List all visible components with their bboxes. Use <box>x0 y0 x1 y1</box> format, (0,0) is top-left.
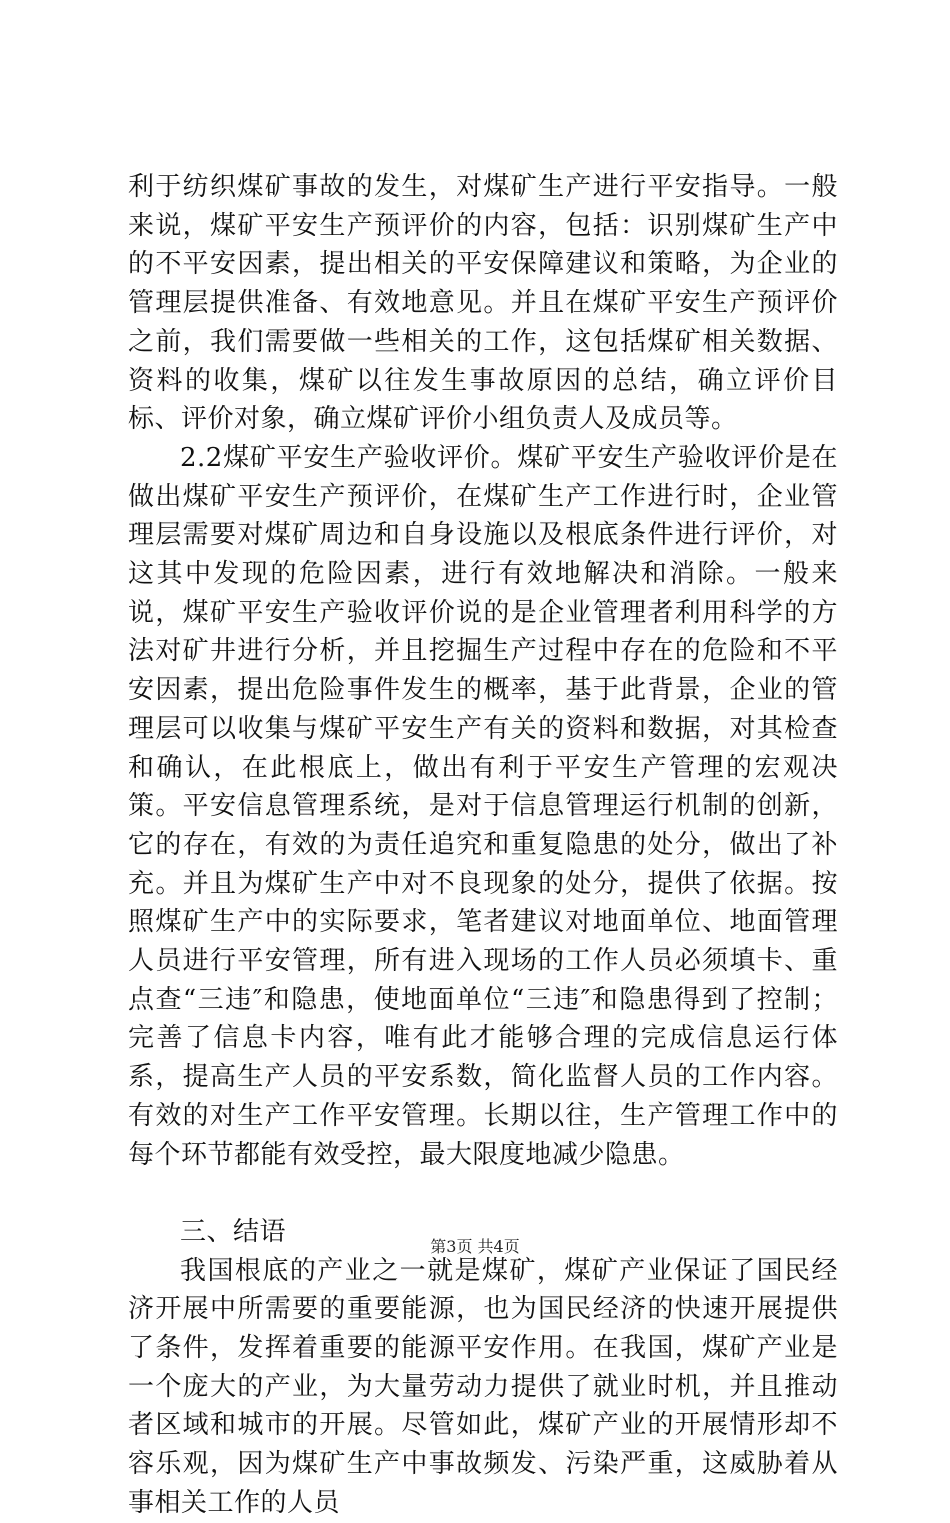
paragraph-conclusion: 我国根底的产业之一就是煤矿，煤矿产业保证了国民经济开展中所需要的重要能源，也为国民经济的快速开展提供了条件，发挥着重要的能源平安作用。在我国，煤矿产业是一个庞大的产业，为大量劳动力提供了就业时机，并且推动者区域和城市的开展。尽管如此，煤矿产业的开展情形却不容乐观，因为煤矿生产中事故频发、污染严重，这威胁着从事相关工作的人员 <box>128 1255 838 1518</box>
document-body <box>128 168 838 1523</box>
page-footer: 第3页 共4页 <box>430 1237 520 1256</box>
paragraph-continuation: 利于纺织煤矿事故的发生，对煤矿生产进行平安指导。一般来说，煤矿平安生产预评价的内容，包括：识别煤矿生产中的不平安因素，提出相关的平安保障建议和策略，为企业的管理层提供准备、有效地意见。并且在煤矿平安生产预评价之前，我们需要做一些相关的工作，这包括煤矿相关数据、资料的收集，煤矿以往发生事故原因的总结，确立评价目标、评价对象，确立煤矿评价小组负责人及成员等。 <box>128 172 838 435</box>
section-heading-conclusion: 三、结语 <box>180 1216 287 1247</box>
paragraph-section-2-2: 2.2煤矿平安生产验收评价。煤矿平安生产验收评价是在做出煤矿平安生产预评价，在煤矿生产工作进行时，企业管理层需要对煤矿周边和自身设施以及根底条件进行评价，对这其中发现的危险因素，进行有效地解决和消除。一般来说，煤矿平安生产验收评价说的是企业管理者利用科学的方法对矿井进行分析，并且挖掘生产过程中存在的危险和不平安因素，提出危险事件发生的概率，基于此背景，企业的管理层可以收集与煤矿平安生产有关的资料和数据，对其检查和确认，在此根底上，做出有利于平安生产管理的宏观决策。平安信息管理系统，是对于信息管理运行机制的创新，它的存在，有效的为责任追究和重复隐患的处分，做出了补充。并且为煤矿生产中对不良现象的处分，提供了依据。按照煤矿生产中的实际要求，笔者建议对地面单位、地面管理人员进行平安管理，所有进入现场的工作人员必须填卡、重点查“三违″和隐患，使地面单位“三违″和隐患得到了控制；完善了信息卡内容，唯有此才能够合理的完成信息运行体系，提高生产人员的平安系数，简化监督人员的工作内容。有效的对生产工作平安管理。长期以往，生产管理工作中的每个环节都能有效受控，最大限度地减少隐患。 <box>128 442 838 1170</box>
